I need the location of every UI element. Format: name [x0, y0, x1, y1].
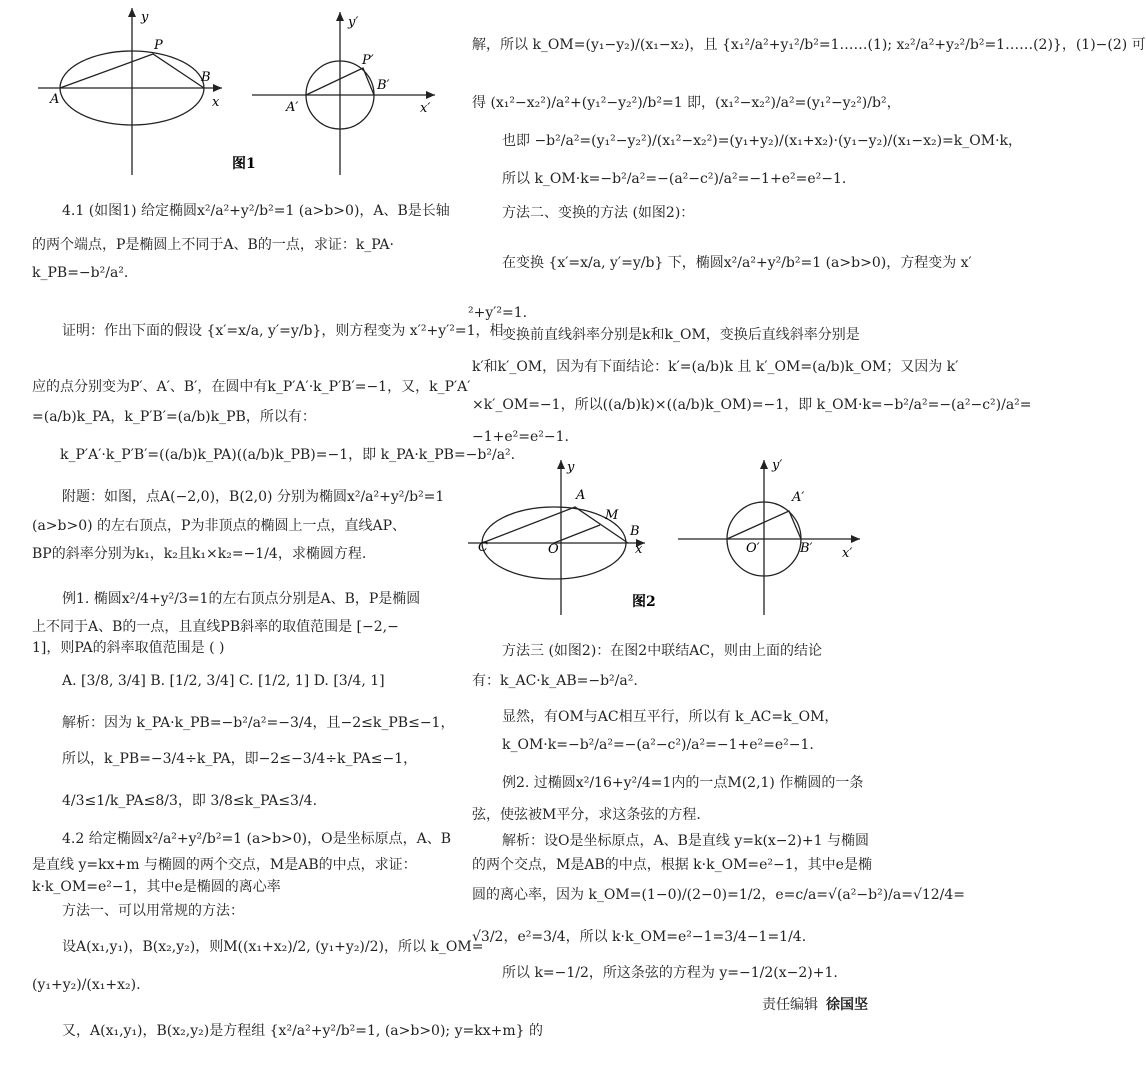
editor-label: 责任编辑	[762, 997, 818, 1013]
right-line-1: 解，所以 k_OM=(y₁−y₂)/(x₁−x₂)，且 {x₁²/a²+y₁²/b²=1……(1); x₂²/a²+y₂²/b²=1……(2)}，(1)−(2) 可	[472, 37, 1146, 53]
left-line-1: 4.1 (如图1) 给定椭圆x²/a²+y²/b²=1 (a>b>0)，A、B是长轴	[62, 203, 450, 219]
editor-name: 徐国坚	[826, 997, 868, 1013]
right-line-3: 也即 −b²/a²=(y₁²−y₂²)/(x₁²−x₂²)=(y₁+y₂)/(x₁+x₂)·(y₁−y₂)/(x₁−x₂)=k_OM·k，	[502, 133, 1023, 149]
left-line-24: 又，A(x₁,y₁)，B(x₂,y₂)是方程组 {x²/a²+y²/b²=1, (a>b>0); y=kx+m} 的	[62, 1023, 543, 1039]
left-line-21-method1: 方法一、可以用常规的方法：	[62, 903, 244, 919]
fig2-label-y-prime: y′	[772, 458, 783, 473]
fig1-label-x: x	[212, 95, 220, 110]
right-line-18-analysis: 解析：设O是坐标原点，A、B是直线 y=k(x−2)+1 与椭圆	[502, 833, 869, 849]
fig2-label-o-prime: O′	[746, 541, 760, 556]
fig2-label-b: B	[630, 524, 640, 539]
left-line-3: k_PB=−b²/a².	[32, 265, 129, 281]
right-line-9: k′和k′_OM，因为有下面结论：k′=(a/b)k 且 k′_OM=(a/b)k_OM；又因为 k′	[472, 359, 959, 375]
fig2-label-a: A	[576, 488, 586, 503]
fig1-label-b-prime: B′	[377, 78, 390, 93]
left-line-12: 上不同于A、B的一点，且直线PB斜率的取值范围是 [−2,−	[32, 619, 399, 635]
left-line-7: k_P′A′·k_P′B′=((a/b)k_PA)((a/b)k_PB)=−1，即 k_PA·k_PB=−b²/a².	[60, 447, 516, 463]
left-line-9: (a>b>0) 的左右顶点，P为非顶点的椭圆上一点，直线AP、	[32, 518, 406, 534]
left-line-16: 所以，k_PB=−3/4÷k_PA，即−2≤−3/4÷k_PA≤−1，	[62, 751, 418, 767]
right-line-2: 得 (x₁²−x₂²)/a²+(y₁²−y₂²)/b²=1 即，(x₁²−x₂²)/a²=(y₁²−y₂²)/b²，	[472, 95, 901, 111]
right-line-21: √3/2，e²=3/4，所以 k·k_OM=e²−1=3/4−1=1/4.	[472, 929, 807, 945]
left-line-8-appendix: 附题：如图，点A(−2,0)，B(2,0) 分别为椭圆x²/a²+y²/b²=1	[62, 489, 445, 505]
fig2-label-m: M	[605, 508, 619, 523]
figure-1-caption: 图1	[232, 156, 256, 172]
right-column	[450, 0, 1146, 1071]
right-line-5-method2: 方法二、变换的方法 (如图2)：	[502, 205, 695, 221]
fig2-label-o: O	[548, 542, 559, 557]
right-line-15: k_OM·k=−b²/a²=−(a²−c²)/a²=−1+e²=e²−1.	[502, 737, 814, 753]
left-line-23: (y₁+y₂)/(x₁+x₂).	[32, 977, 141, 993]
right-line-19: 的两个交点，M是AB的中点，根据 k·k_OM=e²−1，其中e是椭	[472, 857, 872, 873]
fig2-label-a-prime: A′	[792, 490, 805, 505]
fig2-label-x: x	[635, 542, 643, 557]
figure-2-caption: 图2	[632, 594, 656, 610]
right-line-11: −1+e²=e²−1.	[472, 429, 569, 445]
fig1-label-y-prime: y′	[348, 15, 359, 30]
left-line-4-proof: 证明：作出下面的假设 {x′=x/a, y′=y/b}，则方程变为 x′²+y′²=1，相	[62, 323, 504, 339]
figure-1-ellipse-diagram	[38, 8, 222, 175]
right-line-20: 圆的离心率，因为 k_OM=(1−0)/(2−0)=1/2，e=c/a=√(a²−b²)/a=√12/4=	[472, 887, 966, 903]
right-line-22: 所以 k=−1/2，所这条弦的方程为 y=−1/2(x−2)+1.	[502, 965, 838, 981]
fig2-label-c: C	[478, 540, 488, 555]
left-line-10: BP的斜率分别为k₁，k₂且k₁×k₂=−1/4，求椭圆方程.	[32, 546, 367, 562]
left-line-19: 是直线 y=kx+m 与椭圆的两个交点，M是AB的中点，求证：	[32, 857, 417, 873]
left-line-11-example1: 例1. 椭圆x²/4+y²/3=1的左右顶点分别是A、B，P是椭圆	[62, 591, 421, 607]
fig1-label-x-prime: x′	[420, 101, 431, 116]
right-line-7: ²+y′²=1.	[468, 305, 528, 321]
fig1-label-y: y	[141, 10, 149, 25]
left-line-14-options: A. [3/8, 3/4] B. [1/2, 3/4] C. [1/2, 1] D. [3/4, 1]	[62, 673, 385, 689]
fig1-label-b: B	[201, 70, 211, 85]
left-line-22: 设A(x₁,y₁)，B(x₂,y₂)，则M((x₁+x₂)/2, (y₁+y₂)/2)，所以 k_OM=	[62, 939, 484, 955]
right-line-10: ×k′_OM=−1，所以((a/b)k)×((a/b)k_OM)=−1，即 k_OM·k=−b²/a²=−(a²−c²)/a²=	[472, 397, 1032, 413]
right-line-4: 所以 k_OM·k=−b²/a²=−(a²−c²)/a²=−1+e²=e²−1.	[502, 171, 847, 187]
fig1-label-a: A	[50, 92, 60, 107]
right-line-13: 有：k_AC·k_AB=−b²/a².	[472, 673, 638, 689]
right-line-6: 在变换 {x′=x/a, y′=y/b} 下，椭圆x²/a²+y²/b²=1 (a>b>0)，方程变为 x′	[502, 255, 972, 271]
left-line-15-analysis: 解析：因为 k_PA·k_PB=−b²/a²=−3/4，且−2≤k_PB≤−1，	[62, 715, 455, 731]
left-line-20: k·k_OM=e²−1，其中e是椭圆的离心率	[32, 879, 281, 895]
right-line-14: 显然，有OM与AC相互平行，所以有 k_AC=k_OM，	[502, 709, 839, 725]
editor-credit	[762, 994, 868, 1014]
left-line-18-section42: 4.2 给定椭圆x²/a²+y²/b²=1 (a>b>0)，O是坐标原点，A、B	[62, 831, 452, 847]
right-line-16-example2: 例2. 过椭圆x²/16+y²/4=1内的一点M(2,1) 作椭圆的一条	[502, 775, 864, 791]
right-line-8: 变换前直线斜率分别是k和k_OM，变换后直线斜率分别是	[502, 327, 860, 343]
figure-2-ellipse-diagram	[468, 460, 645, 615]
fig1-label-p-prime: P′	[362, 53, 374, 68]
fig2-label-x-prime: x′	[842, 546, 853, 561]
fig2-label-b-prime: B′	[800, 541, 813, 556]
fig2-label-y: y	[567, 460, 575, 475]
right-line-17: 弦，使弦被M平分，求这条弦的方程.	[472, 807, 701, 823]
left-line-6: =(a/b)k_PA，k_P′B′=(a/b)k_PB，所以有：	[32, 409, 316, 425]
right-line-12-method3: 方法三 (如图2)：在图2中联结AC，则由上面的结论	[502, 643, 823, 659]
figure-1	[0, 0, 450, 180]
figure-2	[450, 455, 900, 620]
figure-2-circle-diagram	[678, 458, 860, 615]
left-line-2: 的两个端点，P是椭圆上不同于A、B的一点，求证：k_PA·	[32, 237, 394, 253]
fig1-label-p: P	[154, 38, 163, 53]
left-line-17: 4/3≤1/k_PA≤8/3，即 3/8≤k_PA≤3/4.	[62, 793, 318, 809]
fig1-label-a-prime: A′	[286, 100, 299, 115]
left-line-13: 1]，则PA的斜率取值范围是 ( )	[32, 640, 225, 656]
figure-1-circle-diagram	[252, 12, 435, 175]
left-line-5: 应的点分别变为P′、A′、B′，在圆中有k_P′A′·k_P′B′=−1，又，k_P′A′	[32, 379, 471, 395]
